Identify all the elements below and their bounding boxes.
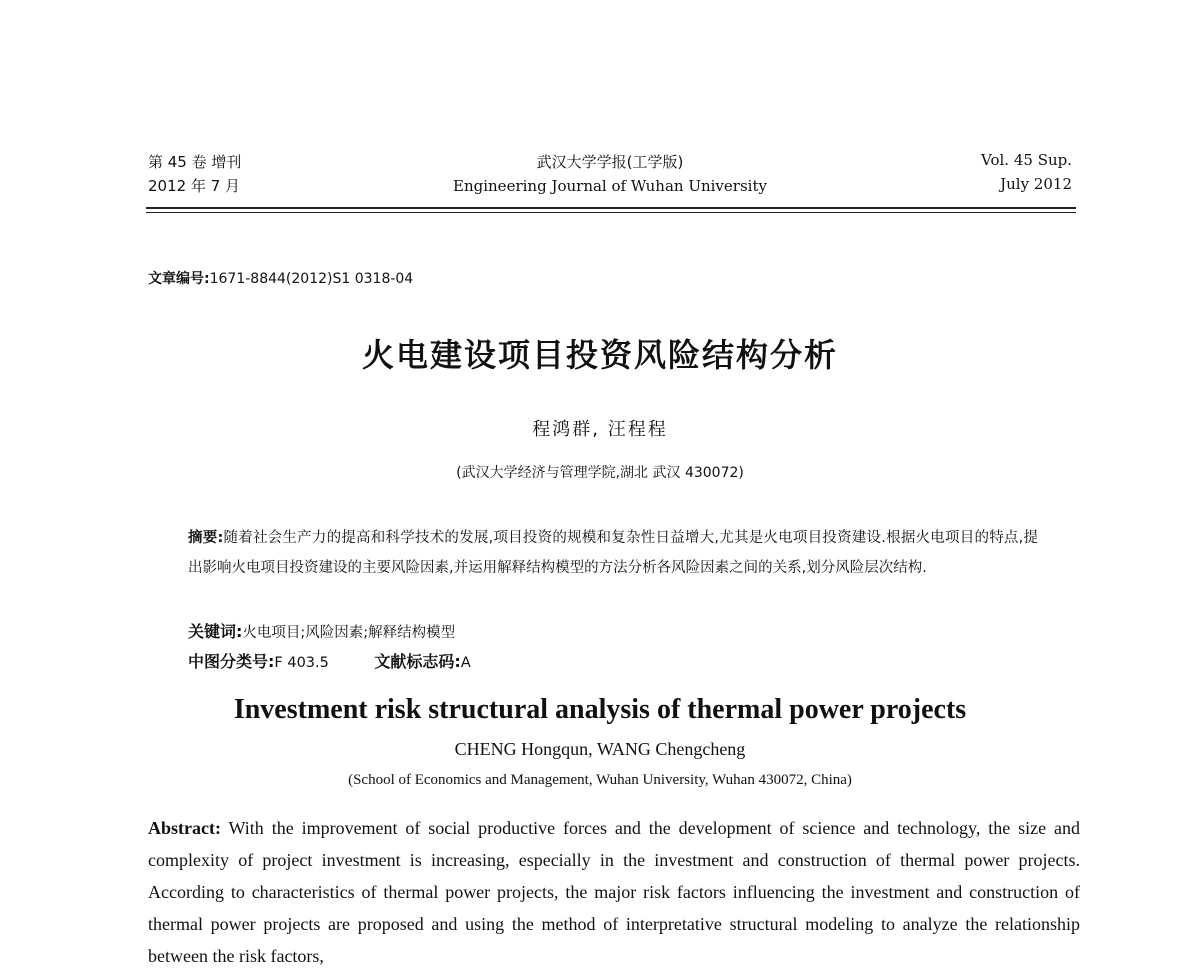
abstract-zh-text: 随着社会生产力的提高和科学技术的发展,项目投资的规模和复杂性日益增大,尤其是火电项目投资建设.根据火电项目的特点,提出影响火电项目投资建设的主要风险因素,并运用解释结构模型的方法分析各风险因素之间的关系,划分风险层次结构. xyxy=(188,530,1038,576)
abstract-zh-label: 摘要: xyxy=(188,530,224,546)
volume-issue: 第 45 卷 增刊 xyxy=(148,153,242,171)
volume-en-line: Vol. 45 Sup. xyxy=(981,151,1072,169)
journal-name xyxy=(400,150,820,198)
abstract-en-label: Abstract: xyxy=(148,818,221,838)
title-en: Investment risk structural analysis of thermal power projects xyxy=(233,694,967,725)
issue-date: 2012 年 7 月 xyxy=(148,177,241,195)
header-rule-top xyxy=(146,207,1076,209)
affiliation-en: (School of Economics and Management, Wuhan University, Wuhan 430072, China) xyxy=(348,772,852,788)
classification-zh xyxy=(188,647,1038,678)
keywords-zh-label: 关键词: xyxy=(188,622,243,641)
article-number xyxy=(148,268,413,288)
title-zh: 火电建设项目投资风险结构分析 xyxy=(361,336,838,374)
abstract-zh xyxy=(188,523,1038,583)
affiliation-zh: (武汉大学经济与管理学院,湖北 武汉 430072) xyxy=(456,465,744,481)
doc-code-value: A xyxy=(460,655,471,671)
keywords-zh xyxy=(188,617,1038,648)
issue-info xyxy=(148,150,241,198)
journal-name-en: Engineering Journal of Wuhan University xyxy=(453,177,767,195)
journal-name-zh: 武汉大学学报(工学版) xyxy=(536,153,684,171)
article-number-label: 文章编号: xyxy=(148,271,210,287)
authors-zh: 程鸿群, 汪程程 xyxy=(532,419,668,440)
volume-en xyxy=(981,148,1072,196)
article-number-value: 1671-8844(2012)S1 0318-04 xyxy=(209,271,414,287)
clc-value: F 403.5 xyxy=(274,655,329,671)
keywords-zh-text: 火电项目;风险因素;解释结构模型 xyxy=(242,625,456,641)
clc-label: 中图分类号: xyxy=(188,652,275,671)
abstract-en xyxy=(148,812,1080,972)
abstract-en-text: With the improvement of social productive forces and the development of science and technology, the size and complexity of project investment is increasing, especially in the investment and construction of thermal power projects. According to characteristics of thermal power projects, the major risk factors influencing the investment and construction of thermal power projects are proposed and using the method of interpretative structural modeling to analyze the relationship between the risk factors, xyxy=(148,818,1080,966)
doc-code-label: 文献标志码: xyxy=(374,652,461,671)
authors-en: CHENG Hongqun, WANG Chengcheng xyxy=(454,739,746,759)
header-rule-bottom xyxy=(146,212,1076,213)
date-en-line: July 2012 xyxy=(1000,175,1072,193)
